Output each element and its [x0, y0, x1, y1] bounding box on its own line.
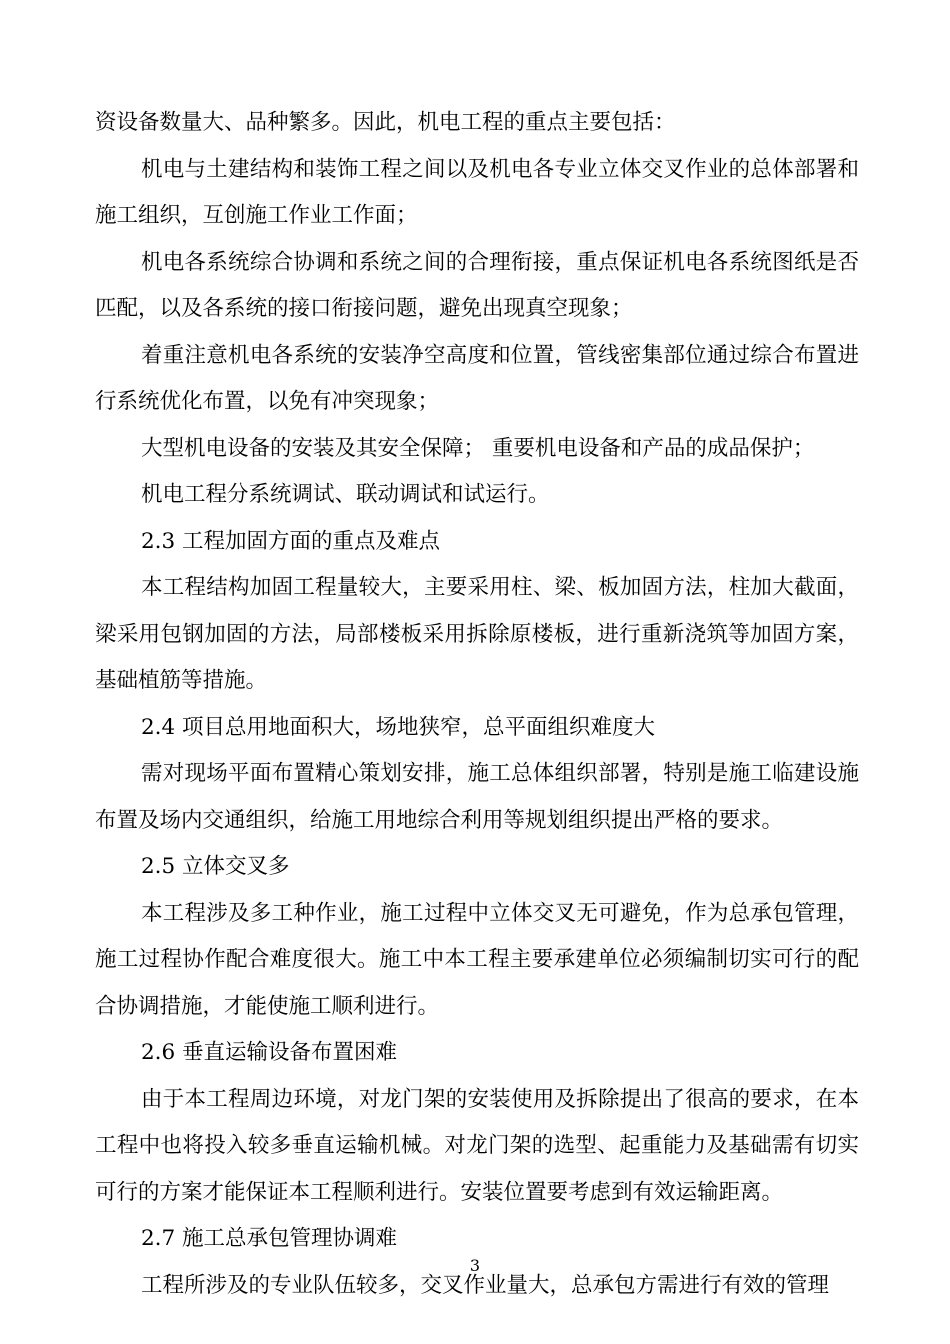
section-heading-2-3: 2.3 工程加固方面的重点及难点	[141, 528, 441, 554]
paragraph-cross-operations: 本工程涉及多工种作业，施工过程中立体交叉无可避免，作为总承包管理，施工过程协作配合难度很大。施工中本工程主要承建单位必须编制切实可行的配合协调措施，才能使施工顺利进行。	[95, 900, 859, 1019]
section-heading-2-4: 2.4 项目总用地面积大，场地狭窄，总平面组织难度大	[141, 714, 656, 740]
paragraph-reinforcement: 本工程结构加固工程量较大，主要采用柱、梁、板加固方法，柱加大截面，梁采用包钢加固的方法，局部楼板采用拆除原楼板，进行重新浇筑等加固方案，基础植筋等措施。	[95, 575, 859, 693]
section-heading-2-6: 2.6 垂直运输设备布置困难	[141, 1040, 398, 1065]
paragraph-vertical-transport: 由于本工程周边环境，对龙门架的安装使用及拆除提出了很高的要求，在本工程中也将投入较多垂直运输机械。对龙门架的选型、起重能力及基础需有切实可行的方案才能保证本工程顺利进行。安装位置要考虑到有效运输距离。	[95, 1086, 859, 1205]
page-number: 3	[469, 1256, 481, 1275]
paragraph-general-contracting: 工程所涉及的专业队伍较多，交叉作业量大，总承包方需进行有效的管理	[141, 1272, 830, 1298]
section-heading-2-7: 2.7 施工总承包管理协调难	[141, 1226, 398, 1251]
section-heading-2-5: 2.5 立体交叉多	[141, 854, 290, 879]
paragraph-mep-civil-coordination: 机电与土建结构和装饰工程之间以及机电各专业立体交叉作业的总体部署和施工组织，互创施工作业工作面；	[95, 156, 859, 228]
paragraph-mep-system-integration: 机电各系统综合协调和系统之间的合理衔接，重点保证机电各系统图纸是否匹配，以及各系统的接口衔接问题，避免出现真空现象；	[95, 249, 859, 321]
paragraph-large-equipment: 大型机电设备的安装及其安全保障； 重要机电设备和产品的成品保护；	[141, 435, 815, 461]
document-page	[95, 100, 859, 1309]
paragraph-continuation: 资设备数量大、品种繁多。因此，机电工程的重点主要包括：	[95, 110, 676, 135]
paragraph-site-layout: 需对现场平面布置精心策划安排，施工总体组织部署，特别是施工临建设施布置及场内交通组织，给施工用地综合利用等规划组织提出严格的要求。	[95, 761, 859, 833]
paragraph-commissioning: 机电工程分系统调试、联动调试和试运行。	[141, 482, 550, 507]
paragraph-clearance-height: 着重注意机电各系统的安装净空高度和位置，管线密集部位通过综合布置进行系统优化布置，以免有冲突现象；	[95, 342, 859, 414]
